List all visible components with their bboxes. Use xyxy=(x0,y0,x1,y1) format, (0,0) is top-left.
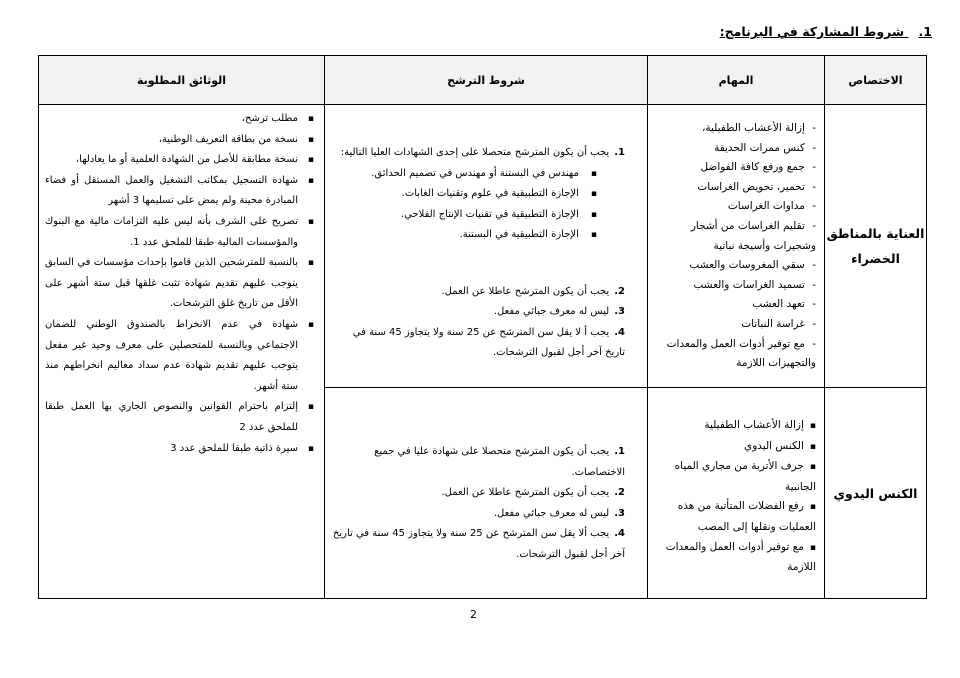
degree-item: ▪ مهندس في البستنة أو مهندس في تصميم الحدائق. xyxy=(331,164,597,185)
specialty-line: العناية بالمناطق xyxy=(826,226,925,241)
task-item: ▪ إزالة الأعشاب الطفيلية xyxy=(652,416,816,437)
task-item: - إزالة الأعشاب الطفيلية، xyxy=(652,119,816,139)
condition-item xyxy=(331,524,625,565)
condition-text: يجب أن يكون المترشح عاطلا عن العمل. xyxy=(441,487,610,498)
specialty-line: الخضراء xyxy=(851,251,900,266)
header-conditions: شروط الترشح xyxy=(325,56,648,105)
tasks-list xyxy=(648,388,824,578)
document-item: ▪ شهادة في عدم الانخراط بالصندوق الوطني للضمان الاجتماعي وبالنسبة للمتحصلين على معرف وحيد غير مفعل يتوجب عليهم تقديم شهادة عدم سداد معاليم انخراطهم منذ ستة أشهر. xyxy=(45,315,314,397)
conditions-cell xyxy=(325,388,648,599)
condition-text: يجب أن يكون المترشح عاطلا عن العمل. xyxy=(441,285,610,297)
condition-item xyxy=(331,282,625,303)
task-item: - جمع ورفع كافة الفواضل xyxy=(652,158,816,178)
specialty-manual-sweeping xyxy=(825,388,927,599)
condition-number: 1. xyxy=(614,147,625,158)
task-item: - مع توفير أدوات العمل والمعدات والتجهيزات اللازمة xyxy=(652,335,816,374)
conditions-cell xyxy=(325,105,648,388)
task-item: ▪ مع توفير أدوات العمل والمعدات اللازمة xyxy=(652,538,816,578)
tasks-list xyxy=(648,105,824,374)
degree-item: ▪ الإجازة التطبيقية في تقنيات الإنتاج الفلاحي. xyxy=(331,205,597,226)
tasks-cell xyxy=(648,105,825,388)
task-item: - غراسة النباتات xyxy=(652,315,816,335)
task-item: - تعهد العشب xyxy=(652,295,816,315)
condition-subitems xyxy=(331,164,625,246)
task-item: - كنس ممرات الحديقة xyxy=(652,139,816,159)
condition-item xyxy=(331,504,625,525)
condition-number: 2. xyxy=(614,487,625,498)
specialty-green-areas xyxy=(825,105,927,388)
condition-text: ليس له معرف جبائي مفعل. xyxy=(493,306,610,317)
degree-item: ▪ الإجازة التطبيقية في البستنة. xyxy=(331,225,597,246)
document-item: ▪ شهادة التسجيل بمكاتب التشغيل والعمل المستقل أو فضاء المبادرة محينة ولم يمض على تسليمها 3 أشهر xyxy=(45,171,314,212)
condition-item xyxy=(331,483,625,504)
task-item: - تسميد الغراسات والعشب xyxy=(652,276,816,296)
document-item: ▪ مطلب ترشح، xyxy=(45,109,314,130)
participation-conditions-table xyxy=(38,55,927,599)
conditions-list xyxy=(325,388,647,565)
condition-item xyxy=(331,143,625,164)
document-item: ▪ بالنسبة للمترشحين الذين قاموا بإحداث مؤسسات في السابق يتوجب عليهم تقديم شهادة تثبت غلقها قبل ستة أشهر على الأقل من تاريخ غلق الترشحات. xyxy=(45,253,314,315)
section-number: 1. xyxy=(918,24,932,39)
task-item: - تحمير، تحويض الغراسات xyxy=(652,178,816,198)
condition-text: ليس له معرف جبائي مفعل. xyxy=(493,507,610,519)
document-item: ▪ إلتزام باحترام القوانين والنصوص الجاري بها العمل طبقا للملحق عدد 2 xyxy=(45,397,314,438)
header-specialty: الاختصاص xyxy=(825,56,927,105)
task-item: ▪ جرف الأتربة من مجاري المياه الجانبية xyxy=(652,457,816,497)
condition-item xyxy=(331,302,625,323)
task-item: - تقليم الغراسات من أشجار وشجيرات وأسيجة نباتية xyxy=(652,217,816,256)
specialty-line: الكنس اليدوي xyxy=(833,485,918,501)
condition-item xyxy=(331,323,625,364)
document-item: ▪ نسخة مطابقة للأصل من الشهادة العلمية أو ما يعادلها، xyxy=(45,150,314,171)
condition-number: 2. xyxy=(614,285,625,297)
task-item: - مداوات الغراسات xyxy=(652,197,816,217)
condition-number: 1. xyxy=(614,446,625,457)
task-item: ▪ رفع الفضلات المتأتية من هذه العمليات ونقلها إلى المصب xyxy=(652,497,816,537)
task-item: ▪ الكنس اليدوي xyxy=(652,437,816,458)
condition-item xyxy=(331,442,625,483)
condition-number: 3. xyxy=(614,507,625,519)
condition-number: 3. xyxy=(614,306,625,317)
documents-cell xyxy=(39,105,325,599)
document-item: ▪ تصريح على الشرف بأنه ليس عليه التزامات مالية مع البنوك والمؤسسات المالية طبقا للملحق عدد 1. xyxy=(45,212,314,253)
condition-text: يجب أ لا يقل سن المترشح عن 25 سنة ولا يتجاوز 45 سنة في تاريخ آخر أجل لقبول الترشحات. xyxy=(352,326,625,358)
degree-list xyxy=(331,164,625,246)
section-title: شروط المشاركة في البرنامج: xyxy=(719,24,905,39)
condition-number: 4. xyxy=(614,326,625,338)
document-item: ▪ نسخة من بطاقة التعريف الوطنية، xyxy=(45,130,314,151)
degree-item: ▪ الإجازة التطبيقية في علوم وتقنيات الغابات. xyxy=(331,184,597,205)
condition-number: 4. xyxy=(614,528,625,539)
section-heading xyxy=(720,24,932,39)
condition-text: يجب ألا يقل سن المترشح عن 25 سنة ولا يتجاوز 45 سنة في تاريخ آخر أجل لقبول الترشحات. xyxy=(332,528,625,560)
header-documents: الوثائق المطلوبة xyxy=(39,56,325,105)
condition-text: يجب أن يكون المترشح متحصلا على إحدى الشهادات العليا التالية: xyxy=(340,147,610,158)
document-item: ▪ سيرة ذاتية طبقا للملحق عدد 3 xyxy=(45,439,314,460)
documents-list xyxy=(39,105,324,459)
task-item: - سقي المغروسات والعشب xyxy=(652,256,816,276)
tasks-cell xyxy=(648,388,825,599)
page-number: 2 xyxy=(470,608,477,621)
header-tasks: المهام xyxy=(648,56,825,105)
conditions-list xyxy=(325,105,647,364)
condition-text: يجب أن يكون المترشح متحصلا على شهادة عليا في جميع الاختصاصات. xyxy=(374,446,625,478)
